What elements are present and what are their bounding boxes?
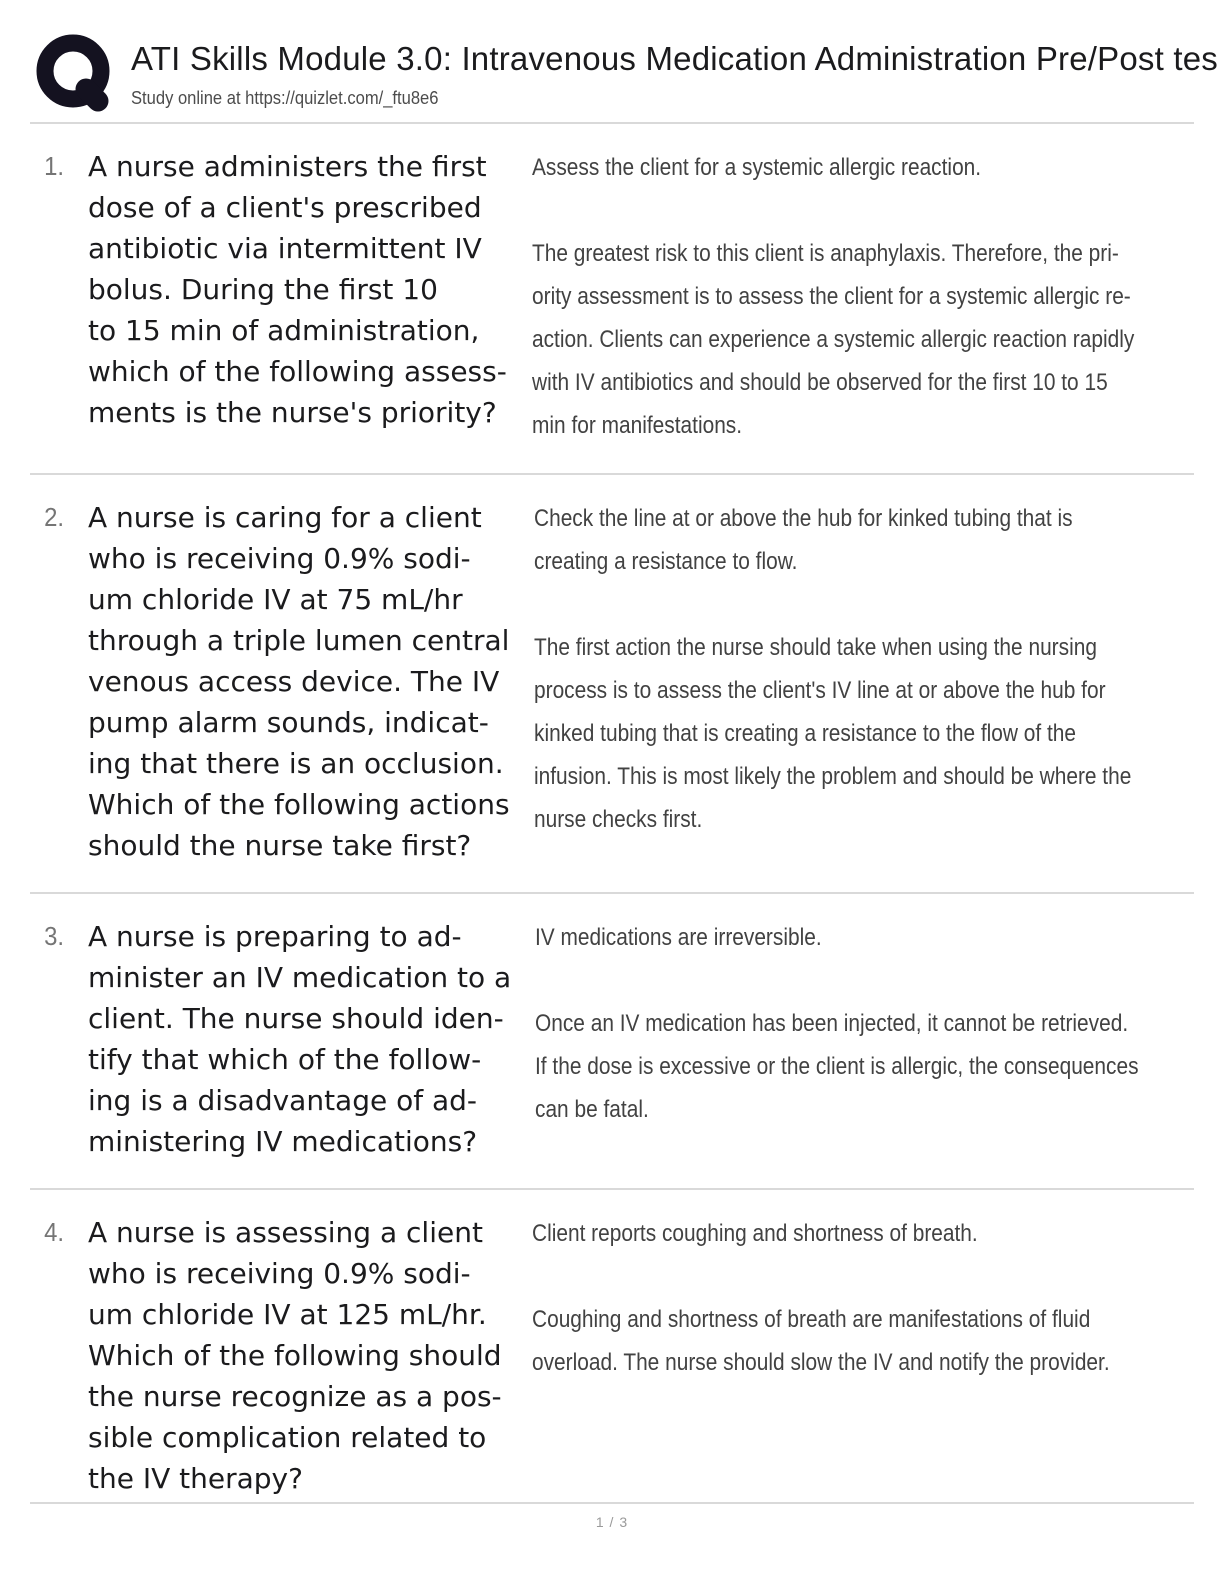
answer-line: If the dose is excessive or the client is allergic, the consequences [535,1053,1139,1080]
answer-line: Once an IV medication has been injected, it cannot be retrieved. [535,1010,1129,1037]
answer-line: nurse checks first. [533,806,702,833]
question-line: antibiotic via intermittent IV [88,232,482,265]
answer-paragraph [535,1002,1194,1131]
question-line: A nurse is assessing a client [88,1216,483,1249]
answer-paragraph [534,497,1194,583]
question-number: 4. [44,1217,65,1247]
answer-paragraph [532,232,1194,447]
answer-paragraph [532,146,1194,189]
question-line: to 15 min of administration, [88,314,480,347]
answer-line: The first action the nurse should take when using the nursing [533,634,1097,661]
answer-paragraph [532,1298,1194,1384]
question-line: A nurse is caring for a client [88,501,482,534]
question-line: sible complication related to [88,1421,487,1454]
answer-line: The greatest risk to this client is anaphylaxis. Therefore, the pri- [532,240,1119,267]
qa-row [0,475,1224,892]
answer-text [532,1212,1194,1384]
answer-line: creating a resistance to flow. [533,548,798,575]
header-text [131,30,1224,110]
qa-row [0,894,1224,1188]
answer-line: overload. The nurse should slow the IV and notify the provider. [532,1349,1110,1376]
question-line: minister an IV medication to a [88,961,512,994]
page-number: 1 / 3 [595,1514,629,1530]
question-line: through a triple lumen central [88,624,510,657]
answer-text [535,916,1194,1131]
question-line: um chloride IV at 75 mL/hr [88,583,463,616]
question-line: dose of a client's prescribed [88,191,482,224]
question-line: Which of the following actions [88,788,510,821]
question-line: who is receiving 0.9% sodi- [88,542,471,575]
answer-text [534,497,1194,841]
question-line: ments is the nurse's priority? [88,396,497,429]
question-line: A nurse is preparing to ad- [88,920,462,953]
question-number: 3. [44,921,65,951]
answer-line: Client reports coughing and shortness of breath. [532,1220,978,1247]
question-line: which of the following assess- [88,355,507,388]
question-line: who is receiving 0.9% sodi- [88,1257,471,1290]
answer-line: action. Clients can experience a systemic allergic reaction rapidly [532,326,1135,353]
question-line: should the nurse take first? [88,829,472,862]
question-line: um chloride IV at 125 mL/hr. [88,1298,487,1331]
question-line: pump alarm sounds, indicat- [88,706,489,739]
question-line: A nurse administers the first [88,150,487,183]
question-text [88,497,510,866]
question-line: Which of the following should [88,1339,502,1372]
answer-paragraph [534,626,1194,841]
answer-line: process is to assess the client's IV line at or above the hub for [533,677,1106,704]
answer-line: Assess the client for a systemic allergic reaction. [532,154,982,181]
qa-row [0,1190,1224,1525]
question-text [88,146,508,433]
answer-line: min for manifestations. [532,412,743,439]
question-number: 2. [44,502,65,532]
qa-list [0,124,1224,1525]
answer-line: with IV antibiotics and should be observed for the first 10 to 15 [532,369,1108,396]
question-number: 1. [44,151,65,181]
answer-line: kinked tubing that is creating a resistance to the flow of the [533,720,1076,747]
answer-paragraph [532,1212,1194,1255]
answer-line: infusion. This is most likely the problem and should be where the [533,763,1131,790]
question-line: bolus. During the first 10 [88,273,438,306]
answer-line: IV medications are irreversible. [535,924,822,951]
question-text [88,916,511,1162]
answer-paragraph [535,916,1194,959]
footer-divider [30,1502,1194,1504]
answer-text [532,146,1194,447]
question-text [88,1212,508,1499]
question-line: ing that there is an occlusion. [88,747,504,780]
header [0,0,1224,120]
answer-line: can be fatal. [535,1096,649,1123]
question-line: the nurse recognize as a pos- [88,1380,502,1413]
question-line: ministering IV medications? [88,1125,478,1158]
quizlet-q-logo-icon [35,30,111,118]
question-line: client. The nurse should iden- [88,1002,504,1035]
question-line: the IV therapy? [88,1462,303,1495]
qa-row [0,124,1224,473]
page-title: ATI Skills Module 3.0: Intravenous Medication Administration Pre/Post tes [131,40,1218,77]
question-line: tify that which of the follow- [88,1043,482,1076]
answer-line: Coughing and shortness of breath are manifestations of fluid [532,1306,1091,1333]
question-line: venous access device. The IV [88,665,500,698]
study-online-url: Study online at https://quizlet.com/_ftu8e6 [131,88,439,108]
answer-line: ority assessment is to assess the client for a systemic allergic re- [532,283,1131,310]
question-line: ing is a disadvantage of ad- [88,1084,478,1117]
answer-line: Check the line at or above the hub for kinked tubing that is [533,505,1073,532]
